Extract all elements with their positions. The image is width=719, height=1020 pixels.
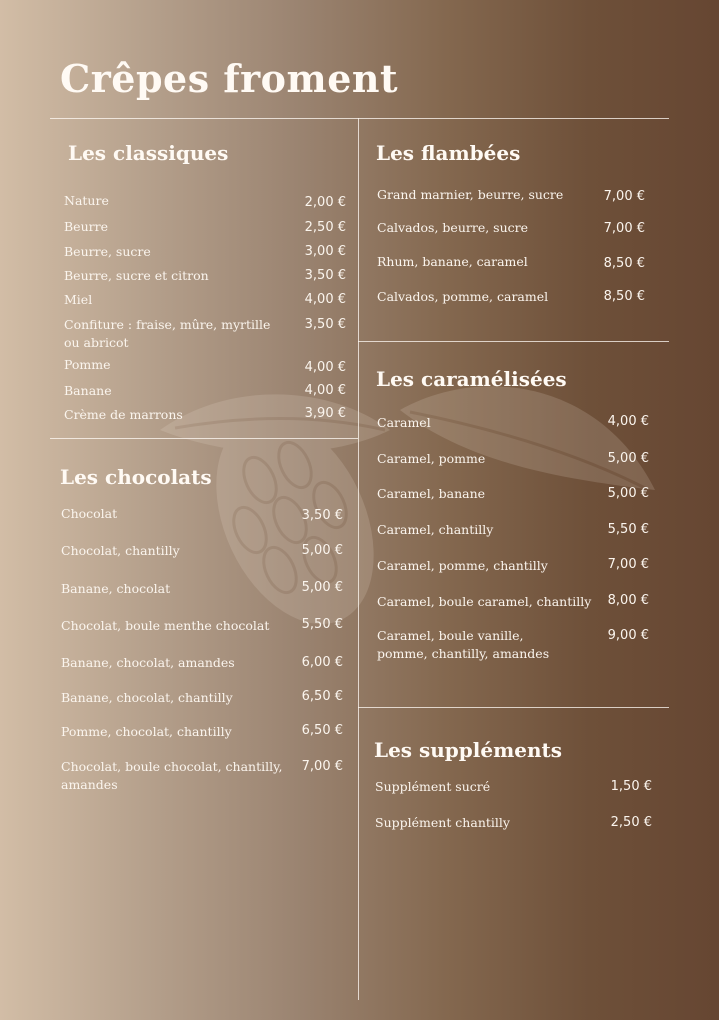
menu-item-name: Crème de marrons <box>64 407 183 422</box>
menu-item-name: Caramel, pomme <box>377 451 486 466</box>
menu-item-name: Pomme, chocolat, chantilly <box>61 724 232 739</box>
menu-item-name: Calvados, beurre, sucre <box>377 220 529 235</box>
menu-item-price: 6,00 € <box>301 655 343 670</box>
classiques-divider <box>50 438 358 439</box>
menu-item-name: Caramel, chantilly <box>377 522 494 537</box>
section-title-supplements: Les suppléments <box>374 738 563 762</box>
menu-item-price: 3,00 € <box>304 244 346 259</box>
menu-item-name: Caramel, pomme, chantilly <box>377 558 548 573</box>
menu-item-name: Pomme <box>64 357 111 372</box>
menu-item-price: 4,00 € <box>304 383 346 398</box>
menu-item-price: 4,00 € <box>304 360 346 375</box>
title-divider <box>50 118 669 119</box>
menu-item-name: Supplément chantilly <box>375 815 510 830</box>
menu-item-name: Supplément sucré <box>375 779 491 794</box>
menu-item-price: 5,00 € <box>607 486 649 501</box>
menu-item-name: Miel <box>64 292 93 307</box>
menu-item-name: Beurre <box>64 219 108 234</box>
menu-item-name: Chocolat, boule chocolat, chantilly, amandes <box>61 759 283 792</box>
menu-item-name: Beurre, sucre <box>64 244 151 259</box>
column-divider <box>358 118 359 1000</box>
menu-item-name: Chocolat, boule menthe chocolat <box>61 618 270 633</box>
menu-item-price: 2,50 € <box>610 815 652 830</box>
section-title-chocolats: Les chocolats <box>60 465 212 489</box>
menu-item-price: 2,50 € <box>304 220 346 235</box>
menu-item-price: 5,00 € <box>607 451 649 466</box>
menu-item-price: 8,50 € <box>603 256 645 271</box>
menu-item-price: 5,50 € <box>607 522 649 537</box>
menu-item-price: 4,00 € <box>607 414 649 429</box>
menu-item-name: Banane, chocolat, chantilly <box>61 690 233 705</box>
section-title-caramelisees: Les caramélisées <box>376 367 567 391</box>
section-title-flambees: Les flambées <box>376 141 521 165</box>
menu-item-price: 9,00 € <box>607 628 649 643</box>
menu-item-name: Banane, chocolat <box>61 581 171 596</box>
page-title: Crêpes froment <box>60 56 399 101</box>
menu-item-name: Banane, chocolat, amandes <box>61 655 235 670</box>
menu-item-price: 8,50 € <box>603 289 645 304</box>
menu-item-name: Caramel <box>377 415 431 430</box>
menu-item-name: Caramel, boule caramel, chantilly <box>377 594 592 609</box>
menu-item-price: 5,50 € <box>301 617 343 632</box>
menu-item-price: 5,00 € <box>301 580 343 595</box>
menu-item-price: 7,00 € <box>603 189 645 204</box>
menu-item-name: Caramel, boule vanille, pomme, chantilly, amandes <box>377 628 550 661</box>
menu-item-price: 7,00 € <box>603 221 645 236</box>
menu-item-price: 5,00 € <box>301 543 343 558</box>
section-title-classiques: Les classiques <box>68 141 229 165</box>
menu-item-price: 3,50 € <box>304 268 346 283</box>
menu-item-price: 3,50 € <box>301 508 343 523</box>
menu-item-price: 6,50 € <box>301 689 343 704</box>
menu-item-name: Chocolat <box>61 506 118 521</box>
menu-item-name: Nature <box>64 193 109 208</box>
menu-item-name: Banane <box>64 383 112 398</box>
flambees-divider <box>358 341 669 342</box>
caramelisees-divider <box>358 707 669 708</box>
menu-item-name: Confiture : fraise, mûre, myrtille ou abricot <box>64 317 271 350</box>
menu-item-price: 2,00 € <box>304 195 346 210</box>
menu-item-name: Grand marnier, beurre, sucre <box>377 187 564 202</box>
menu-item-price: 1,50 € <box>610 779 652 794</box>
menu-item-price: 8,00 € <box>607 593 649 608</box>
menu-item-price: 4,00 € <box>304 292 346 307</box>
menu-item-price: 7,00 € <box>607 557 649 572</box>
menu-item-price: 7,00 € <box>301 759 343 774</box>
menu-item-name: Calvados, pomme, caramel <box>377 289 549 304</box>
menu-item-name: Caramel, banane <box>377 486 486 501</box>
menu-item-price: 6,50 € <box>301 723 343 738</box>
menu-item-name: Rhum, banane, caramel <box>377 254 528 269</box>
menu-item-name: Beurre, sucre et citron <box>64 268 209 283</box>
menu-item-price: 3,50 € <box>304 317 346 332</box>
menu-item-price: 3,90 € <box>304 406 346 421</box>
menu-item-name: Chocolat, chantilly <box>61 543 180 558</box>
